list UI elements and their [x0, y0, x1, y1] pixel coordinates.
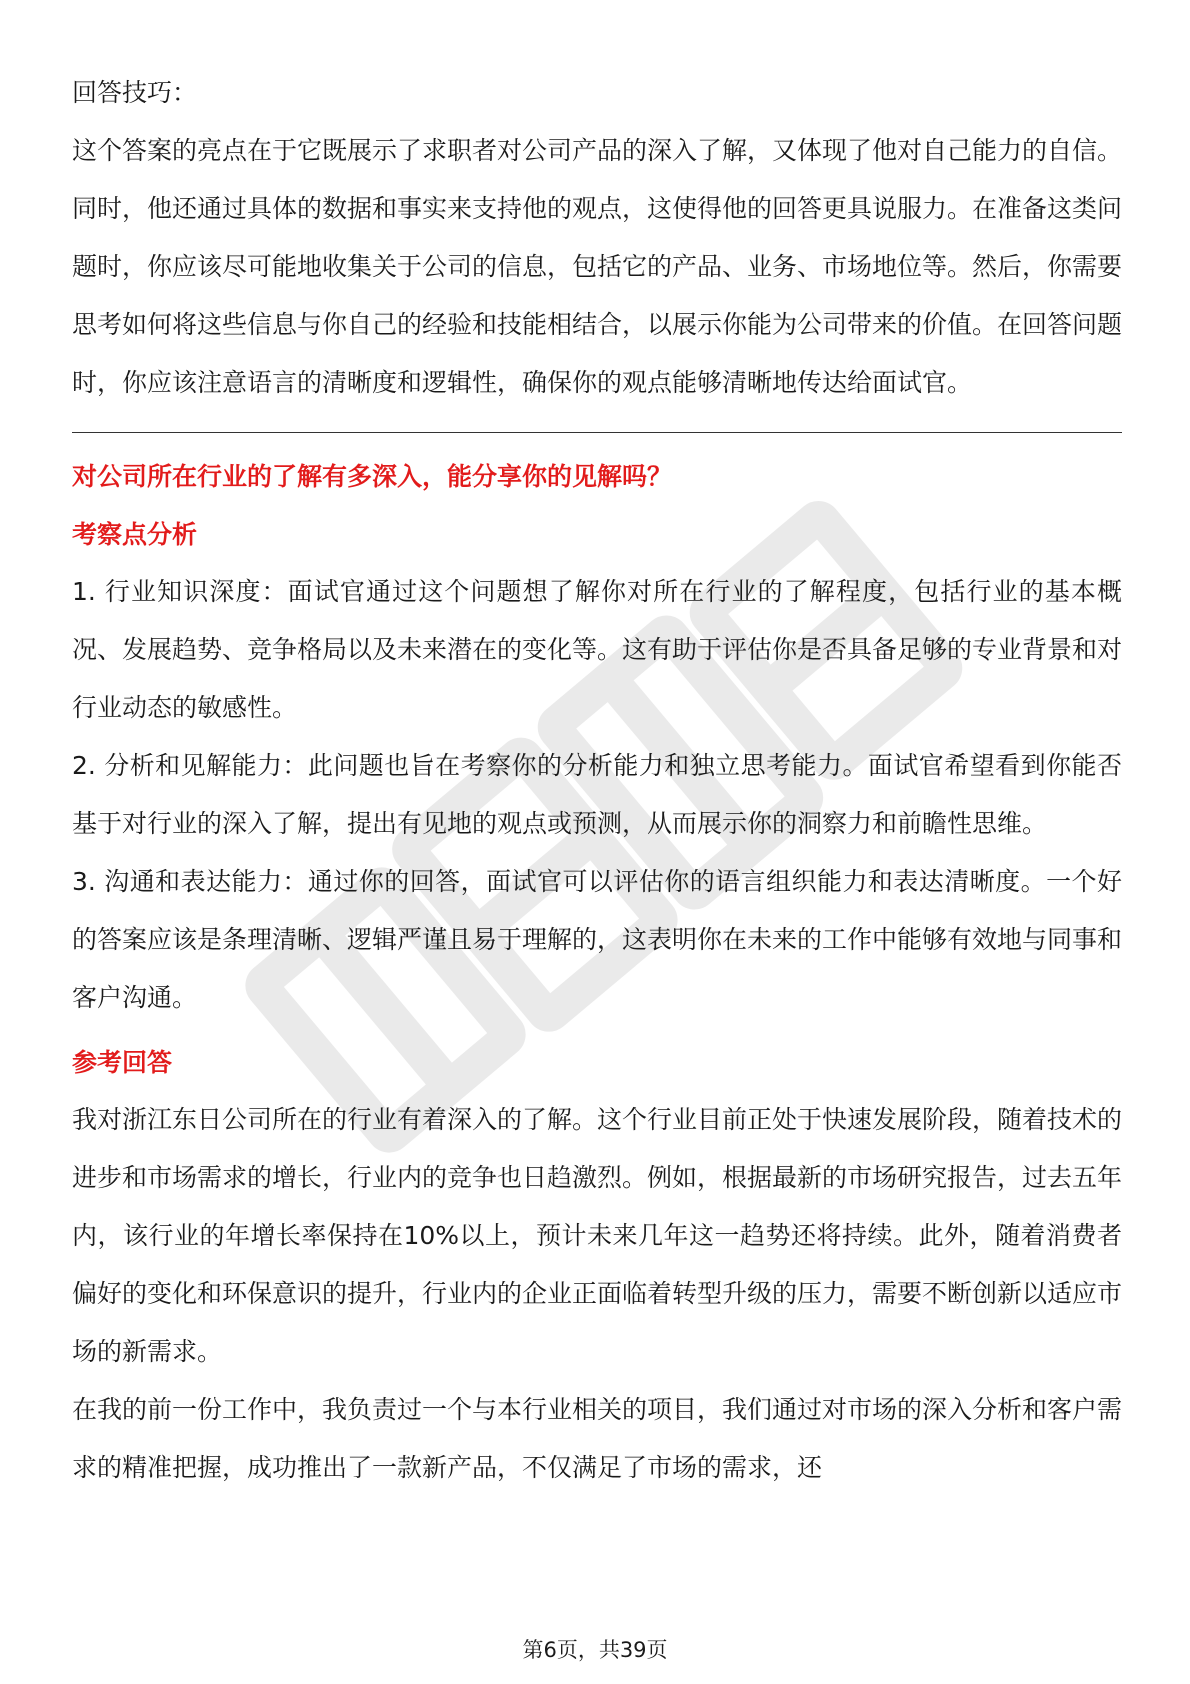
reference-paragraph: 在我的前一份工作中，我负责过一个与本行业相关的项目，我们通过对市场的深入分析和客户需求的精准把握，成功推出了一款新产品，不仅满足了市场的需求，还: [72, 1395, 1123, 1482]
reference-heading: 参考回答: [72, 1048, 173, 1077]
question-title: 对公司所在行业的了解有多深入，能分享你的见解吗？: [72, 462, 673, 491]
answer-tips-label: 回答技巧：: [72, 78, 198, 107]
section-divider: [72, 432, 1122, 433]
analysis-heading: 考察点分析: [72, 520, 198, 549]
reference-paragraph: 我对浙江东日公司所在的行业有着深入的了解。这个行业目前正处于快速发展阶段，随着技术的进步和市场需求的增长，行业内的竞争也日趋激烈。例如，根据最新的市场研究报告，过去五年内，该行业的年增长率保持在10%以上，预计未来几年这一趋势还将持续。此外，随着消费者偏好的变化和环保意识的提升，行业内的企业正面临着转型升级的压力，需要不断创新以适应市场的新需求。: [72, 1105, 1123, 1366]
analysis-point: 1. 行业知识深度：面试官通过这个问题想了解你对所在行业的了解程度，包括行业的基本概况、发展趋势、竞争格局以及未来潜在的变化等。这有助于评估你是否具备足够的专业背景和对行业动态的敏感性。: [72, 577, 1123, 722]
answer-tips-paragraph: 这个答案的亮点在于它既展示了求职者对公司产品的深入了解，又体现了他对自己能力的自信。同时，他还通过具体的数据和事实来支持他的观点，这使得他的回答更具说服力。在准备这类问题时，你应该尽可能地收集关于公司的信息，包括它的产品、业务、市场地位等。然后，你需要思考如何将这些信息与你自己的经验和技能相结合，以展示你能为公司带来的价值。在回答问题时，你应该注意语言的清晰度和逻辑性，确保你的观点能够清晰地传达给面试官。: [72, 136, 1123, 397]
analysis-point: 2. 分析和见解能力：此问题也旨在考察你的分析能力和独立思考能力。面试官希望看到你能否基于对行业的深入了解，提出有见地的观点或预测，从而展示你的洞察力和前瞻性思维。: [72, 751, 1122, 838]
analysis-point: 3. 沟通和表达能力：通过你的回答，面试官可以评估你的语言组织能力和表达清晰度。一个好的答案应该是条理清晰、逻辑严谨且易于理解的，这表明你在未来的工作中能够有效地与同事和客户沟通。: [72, 867, 1123, 1012]
document-page: [72, 64, 1122, 1497]
page-number: 第6页，共39页: [522, 1638, 668, 1662]
